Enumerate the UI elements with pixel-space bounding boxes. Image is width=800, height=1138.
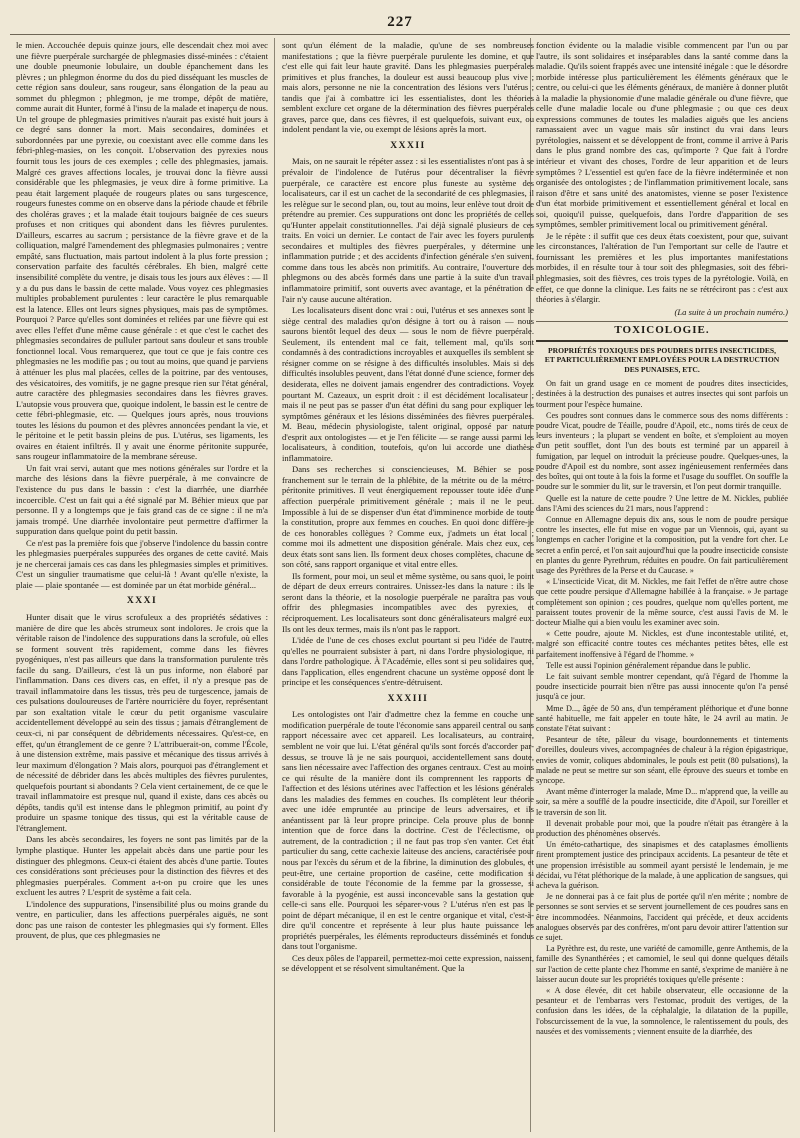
- paragraph: L'indolence des suppurations, l'insensibilité plus ou moins grande du ventre, en particulier, dans les affections puerpérales aiguës, ne sont donc pas une raison de contester les phlegmasies qui s'y forment. Elles prouvent, de plus, que ces phlegmasies ne: [16, 898, 268, 941]
- section-rule: [536, 321, 788, 322]
- paragraph: Mme D..., âgée de 50 ans, d'un tempérament pléthorique et d'une bonne santé habituelle, me fait appeler en toute hâte, le 24 avril au matin. Je constate l'état suivant :: [536, 703, 788, 733]
- section-title: TOXICOLOGIE.: [614, 324, 710, 337]
- paragraph: « A dose élevée, dit cet habile observateur, elle occasionne de la pesanteur et de l'embarras vers l'estomac, produit des vertiges, de la confusion dans les idées, de la céphalalgie, la dilatation de la pupille, l'obscurcissement de la vue, la somnolence, le ralentissement du pouls, des nausées et des vomissements ; viennent ensuite de la diarrhée, des: [536, 986, 788, 1036]
- paragraph: Dans les abcès secondaires, les foyers ne sont pas limités par de la lymphe plastique. Hunter les appelait abcès dans une partie pour les distinguer des phlegmons. Ceux-ci étaient des abcès d'une partie. Toutes ces considérations sont précieuses pour la distinction des fièvres et des phlegmasies puerpérales. Comment a-t-on pu croire que les unes excluent les autres ? L'esprit de système a fait cela.: [16, 834, 268, 898]
- paragraph: Dans ses recherches si consciencieuses, M. Béhier se pose franchement sur le terrain de la phlébite, de la métrite ou de la métro-péritonite primitives. Il veut énergiquement repousser toute idée d'une affection puerpérale primitivement générale ; mais il ne le peut. Impossible à lui de se dispenser d'un état d'imminence morbide de toute la constitution, propre aux femmes en couches. En quoi donc diffère-je de ces honorables collègues ? Comme eux, j'admets un état local ; comme moi ils admettent une disposition générale. Mais chez eux, ces deux états sont sans lien. Ils forment deux choses complètes, chacune de son côté, sans rapport organique et vital entre elles.: [282, 464, 534, 570]
- paragraph: Avant même d'interroger la malade, Mme D... m'apprend que, la veille au soir, sa mère a soufflé de la poudre insecticide, dite d'Apoil, sur l'oreiller et le traversin de son lit.: [536, 787, 788, 817]
- paragraph: Pesanteur de tête, pâleur du visage, bourdonnements et tintements d'oreilles, douleurs vives, accompagnées de chaleur à la région épigastrique, envies de vomir, coliques abdominales, le pouls est petit (80 pulsations), la malade ne peut se mettre sur son séant, elle éprouve des sueurs et tombe en syncope.: [536, 735, 788, 785]
- continuation-note: (La suite à un prochain numéro.): [674, 306, 788, 317]
- article-subtitle: PROPRIÉTÉS TOXIQUES DES POUDRES DITES INSECTICIDES, ET PARTICULIÈREMENT EMPLOYÉES POUR LA DESTRUCTION DES PUNAISES, ETC.: [544, 345, 780, 374]
- paragraph: Ces deux pôles de l'appareil, permettez-moi cette expression, naissent, se développent et se résolvent simultanément. Que la: [282, 952, 534, 974]
- paragraph: Ils forment, pour moi, un seul et même système, ou sans quoi, le point de départ de deux erreurs contraires. Unissez-les dans la nature : ils le seront dans la théorie, et la nosologie puerpérale ne paraîtra pas vous offrir des phlegmasies incompatibles avec des pyrexies, et réciproquement. Les localisateurs sont donc généralisateurs malgré eux. Ils ont les deux termes, mais ils n'ont pas le rapport.: [282, 570, 534, 634]
- paragraph: Je ne donnerai pas à ce fait plus de portée qu'il n'en mérite ; nombre de personnes se sont servies et se servent journellement de ces poudres sans en être incommodées. Néanmoins, l'accident qui précède, et deux accidents analogues observés par des confrères, m'ont paru devoir attirer l'attention sur ce sujet.: [536, 892, 788, 943]
- paragraph: Mais, on ne saurait le répéter assez : si les essentialistes n'ont pas à se prévaloir de l'indolence de l'utérus pour décentraliser la fièvre puerpérale, ce caractère est encore plus funeste au système des localisateurs, car il est un cachet de la secondarité de ces phlegmasies, il les relègue sur le second plan, ou, tout au moins, leur enlève tout droit de prétendre au premier. Ces suppurations ont donc les propriétés de celles qu'Hunter appelait constitutionnelles. J'ai déjà signalé plusieurs de ces traits. En voici un dernier. Le contact de l'air avec les foyers purulents secondaires et multiples des fièvres puerpérales, y détermine une inflammation putride ; et des accidents d'infection générale s'en suivent, comme dans tous les abcès non primitifs. Au contraire, l'ouverture des phlegmons ou des abcès formés dans une partie à la suite d'un travail inflammatoire primitif, sont ouverts avec avantage, et la pénétration de l'air n'y cause aucune altération.: [282, 156, 534, 304]
- header-rule: [10, 34, 790, 35]
- paragraph: Connue en Allemagne depuis dix ans, sous le nom de poudre persique contre les insectes, elle fut mise en vogue par un Viennois, qui, ayant su longtemps en cacher l'origine et la composition, put la vendre fort cher. Le secret a enfin percé, et l'on sait aujourd'hui que la poudre insecticide consiste en plantes du genre Pyrethrum, réduites en poudre. On fait particulièrement usage des Pyrèthres de la Perse et du Caucase. »: [536, 514, 788, 575]
- paragraph: Il devenait probable pour moi, que la poudre n'était pas étrangère à la production des phénomènes observés.: [536, 818, 788, 838]
- paragraph: « Cette poudre, ajoute M. Nickles, est d'une incontestable utilité, et, malgré son efficacité contre toutes ces méchantes petites bêtes, elle est parfaitement inoffensive à l'égard de l'homme. »: [536, 629, 788, 659]
- page-number: 227: [387, 14, 413, 30]
- paragraph: Les localisateurs disent donc vrai : oui, l'utérus et ses annexes sont le siège central des maladies qu'on désigne à tort ou à raison — nous saurons bientôt lequel des deux — sous le nom de fièvre puerpérale. Seulement, ils entendent mal ce fait, tellement mal, qu'ils sont condamnés à des contradictions incroyables et auxquelles ils semblent se résigner comme on se résigne à des difficultés insolubles. Mais si des difficultés insolubles peuvent, dans l'état donné d'une science, former des desiderata, elles ne doivent jamais engendrer des contradictions. Voyez pourtant M. Cazeaux, un esprit droit : il est décidément localisateur ; mais il ne peut pas se passer d'un état défini du sang pour expliquer les symptômes généraux et les lésions disséminées des fièvres puerpérales. M. Beau, médecin physiologiste, talent original, opposé par nature d'esprit aux ontologistes — et je l'en félicite — se range aussi parmi les localisateurs, à condition, toutefois, qu'on lui accorde une diathèse inflammatoire.: [282, 305, 534, 463]
- paragraph: sont qu'un élément de la maladie, qu'une de ses nombreuses manifestations ; que la fièvre puerpérale purulente les domine, et que c'est elle qui fait leur haute gravité. Dans les phlegmasies puerpérales primitives et plus franches, la douleur est aussi beaucoup plus vive ; mais alors, personne ne nie la concentration des lésions vers l'utérus ; tandis que j'ai à combattre ici les essentialistes, dont les théories semblent exclure cet organe de la détermination des fièvres puerpérales graves, parce que, dans ces fièvres, il est quelquefois, suivant eux, ou indolent pendant la vie, ou exempt de lésions après la mort.: [282, 40, 534, 135]
- paragraph: Un fait vrai servi, autant que mes notions générales sur l'ordre et la marche des lésions dans la fièvre puerpérale, à me convaincre de l'existence du pus dans le bassin : c'est la diarrhée, une diarrhée incoercible. C'est un fait qui a été signalé par M. Béhier mieux que par personne. Il y a longtemps que je fais grand cas de ce signe : il ne m'a jamais trompé. Une diarrhée involontaire peut permettre d'affirmer la suppuration dans quelque point du petit bassin.: [16, 462, 268, 537]
- paragraph: Telle est aussi l'opinion généralement répandue dans le public.: [546, 660, 751, 670]
- section-number: XXXI: [126, 596, 158, 607]
- paragraph: Quelle est la nature de cette poudre ? Une lettre de M. Nickles, publiée dans l'Ami des sciences du 21 mars, nous l'apprend :: [536, 493, 788, 513]
- paragraph: fonction évidente ou la maladie visible commencent par l'un ou par l'autre, ils sont solidaires et inséparables dans la santé comme dans la maladie. Qu'ils soient frappés avec une intensité inégale : que le désordre morbide intéresse plus particulièrement les éléments généraux que le centre, ou celui-ci que les éléments généraux, de manière à donner plutôt à la maladie la physionomie d'une maladie générale ou d'une fièvre, que celle d'une maladie locale ou d'une phlegmasie ; ou que ces deux expressions communes de toutes les maladies aiguës que les anciens ramassaient avec un vague mais sûr instinct du vrai dans leurs pyrétologies, naissent et se développent de front, comme il arrive à Paris dans le plus grand nombre des cas, qu'importe ? Que fait à l'ordre intérieur et vivant des choses, l'ordre de leur apparition et de leurs symptômes ? L'essentiel est qu'en face de la fièvre indéterminée et non organisée des ontologistes ; de l'inflammation primitivement locale, sans raison d'être et sans unité des anatomistes, vienne se poser l'existence d'un état morbide primitivement et essentiellement général et local en soi, quoiqu'il puisse, quelquefois, dans l'ordre d'apparition de ses symptômes, sembler primitivement local ou primitivement général.: [536, 40, 788, 230]
- column-divider-1: [274, 38, 275, 1132]
- paragraph: Un éméto-cathartique, des sinapismes et des cataplasmes émollients firent promptement justice des principaux accidents. La pesanteur de tête et une propension irrésistible au sommeil ayant persisté le lendemain, je me décidai, vu l'état pléthorique de la malade, à une application de sangsues, qui acheva la guérison.: [536, 840, 788, 891]
- section-number: XXXII: [390, 140, 426, 151]
- paragraph: L'idée de l'une de ces choses exclut pourtant si peu l'idée de l'autre, qu'elles ne pourraient subsister à part, ni dans l'ordre physiologique, ni dans l'ordre pathologique. À l'Académie, elles sont si peu solidaires que, dans l'application, elles engendrent chacune un système opposé dont le principe et les conséquences s'entre-détruisent.: [282, 635, 534, 688]
- paragraph: Les ontologistes ont l'air d'admettre chez la femme en couche une modification puerpérale de toute l'économie sans appareil central ou sans rapport nécessaire avec cet appareil. Les localisateurs, au contraire, semblent ne voir que lui. L'état général qu'ils sont forcés d'accorder par-dessus, se trouve là je ne sais pourquoi, accidentellement sans doute, sans lien nécessaire avec l'affection des organes centraux. C'est au moins ce qui résulte de la manière dont ils comprennent les rapports de l'affection et des lésions utérines avec l'affection et les lésions générales dans les maladies des femmes en couches. Ils complètent leur théorie avec une idée empruntée au principe de leurs adversaires, et ils anéantissent par là leur propre principe. Cela prouve plus de bonne intention que de force dans la doctrine. C'est de l'éclectisme, ou autrement, de la contradiction ; il ne faut pas trop s'en vanter. Cet état particulier du sang, cette cachexie laiteuse des anciens, caractérisée pour nous par l'excès du sérum et de la fibrine, la diminution des globules, et peut-être, une certaine proportion de caséine, cette modification si considérable de toute l'économie de la femme par la grossesse, si favorable à la pyogénie, est aussi inconcevable sans la gestation que celle-ci sans elle. Pourquoi les séparer-vous ? L'utérus n'en est pas le point de départ mécanique, il en est le centre organique et vital, c'est-à-dire qu'il concentre et représente à leur plus haute puissance les propriétés puerpérales, les éléments reproducteurs disséminés et fondus dans tout l'organisme.: [282, 709, 534, 952]
- column-1: [16, 40, 268, 1130]
- paragraph: Je le répète : il suffit que ces deux états coexistent, pour que, suivant les circonstances, l'altération de l'un l'emportant sur celle de l'autre et fournissant les premières et les plus importantes manifestations morbides, il en résulte tour à tour soit des phlegmasies, soit des fébri-phlegmasies, soit des fièvres, ces trois types de la pyrétologie. Voilà, en effet, ce que donne la clinique. Les faits ne se rétréciront pas : c'est aux théories à s'élargir.: [536, 230, 788, 305]
- section-rule-thick: [536, 340, 788, 342]
- column-3: [536, 40, 788, 1130]
- paragraph: Hunter disait que le virus scrofuleux a des propriétés sédatives : manière de dire que les abcès strumeux sont indolores. Je crois que la véritable raison de l'indolence des suppurations dans la scrofule, où elles se forment souvent très rapidement, comme dans les fièvres pyogéniques, n'est pas ailleurs que dans la transformation purulente très facile du sang. D'ailleurs, c'est là un pus informe, non élaboré par l'inflammation. Dans ces divers cas, en effet, il n'y a presque pas de travail inflammatoire dans les tissus, très peu de turgescence, jamais de ces pulsations douloureuses de l'artère nourricière du foyer, représentant par son exaltation vitale le cœur du petit organisme vasculaire accidentellement développé au sein des tissus ; jamais d'étranglement de ceux-ci, ni par conséquent de débridements nécessaires. Qu'est-ce, en effet, qu'un étranglement de ce genre ? L'attribuerait-on, comme l'École, à une distension extrême, mais passive et mécanique des tissus arrivés à leur maximum d'élongation ? Mais alors, pourquoi pas d'étranglement et de nécessité de débrider dans les abcès multiples des fièvres purulentes, quelquefois pourtant si abondants ? Cela vient certainement, de ce que le travail inflammatoire est presque nul, quand il existe, dans ces abcès ou dépôts, tandis qu'il est intense dans le phlegmon primitif, au point d'y produire un spasme tonique des tissus, qui est la véritable cause de l'étranglement.: [16, 611, 268, 833]
- paragraph: Le fait suivant semble montrer cependant, qu'à l'égard de l'homme la poudre insecticide pourrait bien n'être pas aussi innocente qu'on l'a pensé jusqu'à ce jour.: [536, 671, 788, 702]
- paragraph: Ces poudres sont connues dans le commerce sous des noms différents : poudre Vicat, poudre de Téaille, poudre d'Apoil, etc., noms tirés de ceux de leurs inventeurs ; la plupart se vendent en boîte, et s'emploient au moyen d'un petit soufflet, dont l'un des bouts est terminé par un appareil à fumigation, par lequel on introduit la précieuse poudre. Quelques-unes, la poudre d'Apoil est du nombre, sont assez ingénieusement renfermées dans des boîtes, qui ont toute à la fois la forme et l'usage du soufflet. On souffle la poudre sur le sommier du lit, sur le traversin, et l'on peut dormir tranquille.: [536, 410, 788, 492]
- section-number: XXXIII: [387, 693, 429, 704]
- paragraph: La Pyrèthre est, du reste, une variété de camomille, genre Anthemis, de la famille des Synanthérées ; et camomiel, le seul qui donne quelques détails sur l'action de cette plante chez l'homme en santé, s'exprime de manière à ne laisser aucun doute sur les propriétés toxiques qu'elle présente :: [536, 944, 788, 984]
- toxicology-article: [536, 379, 788, 1037]
- paragraph: le mien. Accouchée depuis quinze jours, elle descendait chez moi avec une fièvre puerpérale surchargée de phlegmasies dissé-minées : c'étaient une double pneumonie lobulaire, un double épanchement dans les plèvres ; un phlegmon énorme du dos du pied disséquant les muscles de cette région sans douleur, sans rougeur, sans élongation de la peau au sommet du phlegmon ; phlegmon, je me trompe, dépôt de matière, comme aurait dit Hunter, formé à l'insu de la malade et inaperçu de nous. Un tel groupe de phlegmasies primitives n'aurait pas existé huit jours à ce degré sans donner la mort. Mais secondaires, dominées et subordonnées par une pyrexie, ou coexistant avec elle comme dans les fébri-phleg-masies, on les conçoit. L'observation des pyrexies nous fournit tous les jours de ces exemples ; celle des phlegmasies, jamais. Malgré ces graves affections locales, je trouvai donc la fièvre aussi considérable que les phlegmasies, je veux dire à forme primitive. La peau était largement plaquée de rougeurs plates ou sans turgescence, rougeurs funestes comme on en observe dans la période chaude et fébrile des choléras graves ; et la malade était toujours baignée de ces sueurs profuses et non critiques qui abondent dans les fièvres purulentes. D'ailleurs, escarres au sacrum ; persistance de la fièvre grave et de la colliquation, malgré l'amendement des phlegmasies pulmonaires ; ventre empâté, sans fluctuation, mais partout indolent à la plus forte pression ; conservation parfaite des facultés cérébrales. Eh bien, malgré cette insensibilité complète du ventre, je disais tous les jours aux élèves : — Il y a du pus dans le bassin de cette malade. Vous voyez ces phlegmasies multiples probablement purulentes : leur caractère le plus remarquable est la latence. Elles ont leurs signes physiques, mais pas de symptômes. Pourquoi ? Parce qu'elles sont dominées et reliées par une fièvre qui est avec elles l'effet d'une même cause générale : et que c'est le cachet des phlegmasies secondaires de pulluler partout sans douleur et sans trouble fonctionnel local. Vous remarquerez, que tout ce que je fais contre ces phlegmasies ne les modifie pas ; ou tout au moins, que quand je parviens à atténuer les plus mal placées, celles de la poitrine, par des ventouses, des vésicatoires, des vomitifs, je ne gagne presque rien sur l'état général, autre caractère des phlegmasies secondaires dans les fièvres graves. L'autopsie vous prouvera que, quoique indolent, le bassin est le centre de cette fébri-phlegmasie, etc. — Quelques jours après, nous trouvions toutes les lésions du poumon et des plèvres annoncées pendant la vie, et le péritoine et le petit bassin pleins de pus. L'utérus, ses ligaments, les ovaires en étaient infiltrés. Il y avait une énorme péritonite suppurée, sans rougeur inflammatoire de la membrane séreuse.: [16, 40, 268, 462]
- paragraph: On fait un grand usage en ce moment de poudres dites insecticides, destinées à la destruction des punaises et autres insectes qui sont parfois un tourment pour l'espèce humaine.: [536, 379, 788, 409]
- paragraph: Ce n'est pas la première fois que j'observe l'indolence du bassin contre les phlegmasies puerpérales suppurées des organes de cette cavité. Mais je ne chercerai jamais ces cas dans les phlegmasies simples et primitives. C'est un singulier traumatisme que celui-là ! Avant qu'elle n'existe, la plaie — plaie spontanée — est dominée par un état morbide général...: [16, 537, 268, 590]
- paragraph: « L'insecticide Vicat, dit M. Nickles, me fait l'effet de n'être autre chose que cette poudre persique d'Allemagne habillée à la française. » Je partage complètement son opinion ; ces poudres, quelque nom qu'elles portent, me paraissent toutes provenir de la même source, c'est aussi l'avis de M. le docteur Mialhe qui a bien voulu les examiner avec soin.: [536, 577, 788, 627]
- column-2: [282, 40, 534, 1130]
